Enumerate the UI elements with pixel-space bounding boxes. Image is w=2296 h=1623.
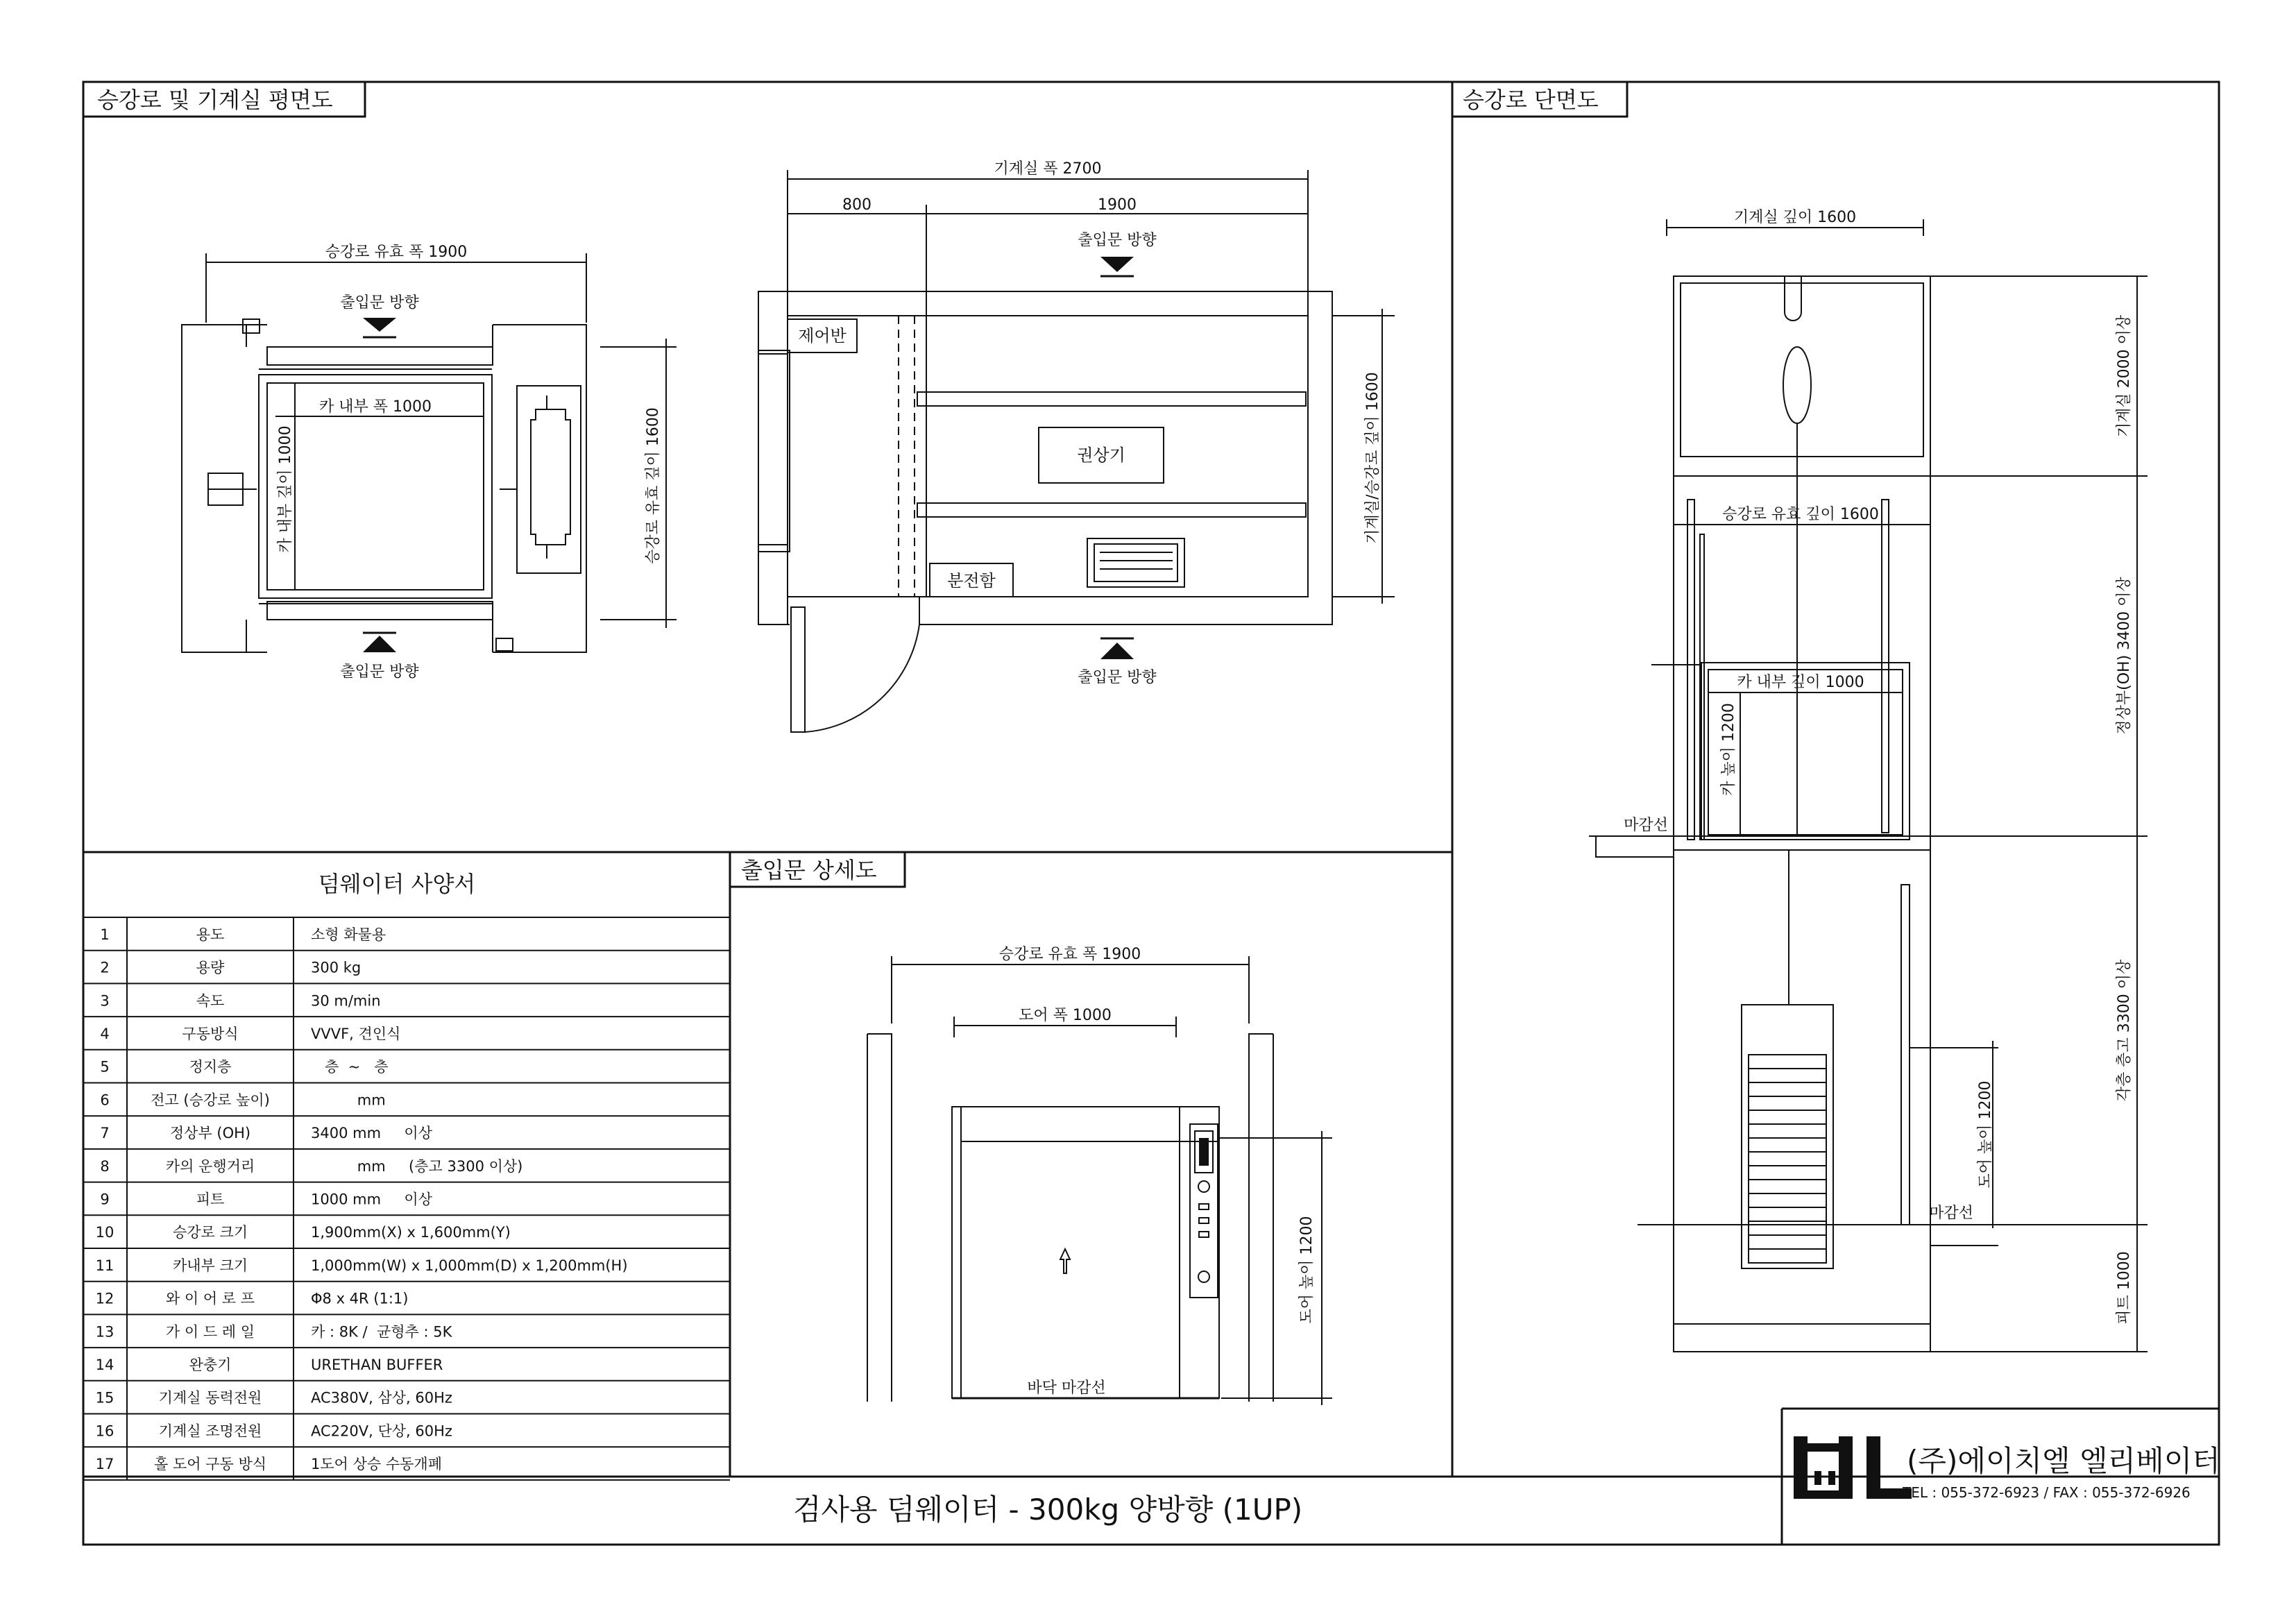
- spec-row-no: 11: [95, 1257, 114, 1274]
- spec-row-no: 4: [100, 1025, 110, 1042]
- spec-row-value: 1000 mm 이상: [311, 1191, 432, 1208]
- spec-row-no: 13: [95, 1323, 114, 1341]
- sec-finish-line-bottom: 마감선: [1929, 1205, 1973, 1222]
- mr-width-total-label: 기계실 폭 2700: [994, 160, 1102, 178]
- spec-table: [83, 871, 730, 1480]
- sec-floor-height-label: 각층 층고 3300 이상: [2116, 959, 2133, 1102]
- spec-row-no: 12: [95, 1290, 114, 1307]
- plan-entrance-bottom-label: 출입문 방향: [340, 663, 419, 681]
- section-title: 승강로 단면도: [1463, 87, 1599, 113]
- spec-row-value: 1,900mm(X) x 1,600mm(Y): [311, 1224, 511, 1241]
- entrance-arrow-bottom-icon: [363, 636, 396, 652]
- mr-dim-left: 800: [842, 196, 871, 214]
- sec-car-depth-label: 카 내부 깊이 1000: [1737, 674, 1864, 691]
- hoistway-section: [1589, 209, 2148, 1352]
- spec-row-item: 정상부 (OH): [169, 1125, 251, 1142]
- plan-car-width-label: 카 내부 폭 1000: [319, 398, 432, 416]
- spec-row-value: 카 : 8K / 균형추 : 5K: [311, 1323, 452, 1341]
- spec-row-item: 카내부 크기: [172, 1257, 248, 1274]
- spec-row-no: 6: [100, 1091, 110, 1109]
- spec-row-no: 14: [95, 1356, 114, 1373]
- spec-row-value: 300 kg: [311, 959, 362, 976]
- spec-row-no: 7: [100, 1125, 110, 1142]
- company-name: (주)에이치엘 엘리베이터: [1907, 1444, 2220, 1478]
- sec-shaft-depth-label: 승강로 유효 깊이 1600: [1722, 506, 1879, 523]
- mr-depth-label: 기계실/승강로 깊이 1600: [1364, 372, 1381, 544]
- sec-mr-depth-label: 기계실 깊이 1600: [1733, 209, 1857, 226]
- floor-finish-label: 바닥 마감선: [1027, 1379, 1106, 1397]
- spec-row-no: 9: [100, 1191, 110, 1208]
- spec-row-value: 층 ~ 층: [311, 1058, 389, 1076]
- mr-entrance-arrow-bottom-icon: [1100, 643, 1134, 659]
- spec-row-item: 홀 도어 구동 방식: [153, 1456, 267, 1473]
- plan-car-depth-label: 카 내부 깊이 1000: [277, 425, 294, 553]
- sec-door-height-label: 도어 높이 1200: [1977, 1080, 1994, 1189]
- spec-row-item: 전고 (승강로 높이): [151, 1091, 270, 1109]
- mr-entrance-top-label: 출입문 방향: [1078, 232, 1157, 249]
- spec-row-item: 카의 운행거리: [165, 1157, 255, 1175]
- sec-car-height-label: 카 높이 1200: [1720, 703, 1737, 796]
- spec-row-item: 정지층: [189, 1058, 232, 1076]
- sec-pit-label: 피트 1000: [2116, 1251, 2133, 1325]
- sec-overhead-label: 정상부(OH) 3400 이상: [2116, 577, 2133, 735]
- spec-row-item: 기계실 조명전원: [158, 1422, 262, 1440]
- machine-room-plan: [758, 160, 1395, 732]
- spec-row-no: 8: [100, 1157, 110, 1175]
- spec-row-no: 1: [100, 926, 110, 943]
- spec-row-item: 구동방식: [182, 1025, 239, 1042]
- spec-row-value: mm: [311, 1091, 386, 1109]
- spec-row-value: 3400 mm 이상: [311, 1125, 432, 1142]
- spec-row-value: Φ8 x 4R (1:1): [311, 1290, 409, 1307]
- company-logo: [1794, 1436, 1912, 1499]
- spec-row-item: 용량: [196, 959, 225, 976]
- door-height-label: 도어 높이 1200: [1298, 1216, 1316, 1324]
- mr-entrance-arrow-top-icon: [1100, 257, 1134, 272]
- spec-row-no: 10: [95, 1224, 114, 1241]
- up-arrow-icon: [1060, 1249, 1070, 1273]
- door-detail: [867, 946, 1332, 1405]
- spec-row-value: AC380V, 삼상, 60Hz: [311, 1389, 452, 1407]
- distribution-box-label: 분전함: [947, 571, 996, 590]
- shaft-plan: [182, 244, 677, 681]
- spec-title: 덤웨이터 사양서: [318, 871, 476, 897]
- door-shaft-width-label: 승강로 유효 폭 1900: [998, 946, 1141, 963]
- spec-row-value: 1도어 상승 수동개폐: [311, 1456, 442, 1473]
- spec-row-no: 16: [95, 1422, 114, 1440]
- spec-row-value: 30 m/min: [311, 992, 381, 1010]
- spec-row-value: 소형 화물용: [311, 926, 386, 943]
- entrance-arrow-top-icon: [363, 318, 396, 332]
- spec-row-item: 속도: [196, 992, 225, 1010]
- plan-entrance-top-label: 출입문 방향: [340, 294, 419, 312]
- spec-row-value: URETHAN BUFFER: [311, 1356, 443, 1373]
- mr-entrance-bottom-label: 출입문 방향: [1078, 669, 1157, 686]
- door-detail-title: 출입문 상세도: [741, 857, 877, 883]
- spec-row-value: AC220V, 단상, 60Hz: [311, 1422, 452, 1440]
- spec-row-no: 5: [100, 1058, 110, 1076]
- spec-row-item: 승강로 크기: [172, 1224, 248, 1241]
- spec-row-item: 기계실 동력전원: [158, 1389, 262, 1407]
- company-contact: TEL : 055-372-6923 / FAX : 055-372-6926: [1903, 1484, 2191, 1501]
- spec-row-value: mm (층고 3300 이상): [311, 1157, 523, 1175]
- spec-row-value: 1,000mm(W) x 1,000mm(D) x 1,200mm(H): [311, 1257, 628, 1274]
- plan-shaft-width-label: 승강로 유효 폭 1900: [325, 244, 468, 261]
- spec-row-no: 2: [100, 959, 110, 976]
- spec-row-no: 3: [100, 992, 110, 1010]
- spec-row-item: 가 이 드 레 일: [165, 1323, 255, 1341]
- drawing-title: 검사용 덤웨이터 - 300kg 양방향 (1UP): [792, 1493, 1303, 1527]
- spec-row-no: 15: [95, 1389, 114, 1407]
- control-panel-label: 제어반: [798, 326, 847, 346]
- spec-row-item: 와 이 어 로 프: [165, 1290, 255, 1307]
- spec-row-item: 피트: [196, 1191, 225, 1208]
- spec-row-item: 완충기: [189, 1356, 232, 1373]
- door-width-label: 도어 폭 1000: [1019, 1007, 1112, 1024]
- sec-mr-height-label: 기계실 2000 이상: [2116, 314, 2133, 438]
- spec-row-no: 17: [95, 1456, 114, 1473]
- plan-title: 승강로 및 기계실 평면도: [97, 87, 333, 113]
- spec-row-value: VVVF, 견인식: [311, 1025, 401, 1042]
- plan-shaft-depth-label: 승강로 유효 깊이 1600: [645, 407, 662, 564]
- spec-row-item: 용도: [196, 926, 225, 943]
- sec-finish-line-top: 마감선: [1624, 817, 1668, 834]
- mr-dim-right: 1900: [1098, 196, 1137, 214]
- hoist-label: 권상기: [1077, 445, 1125, 465]
